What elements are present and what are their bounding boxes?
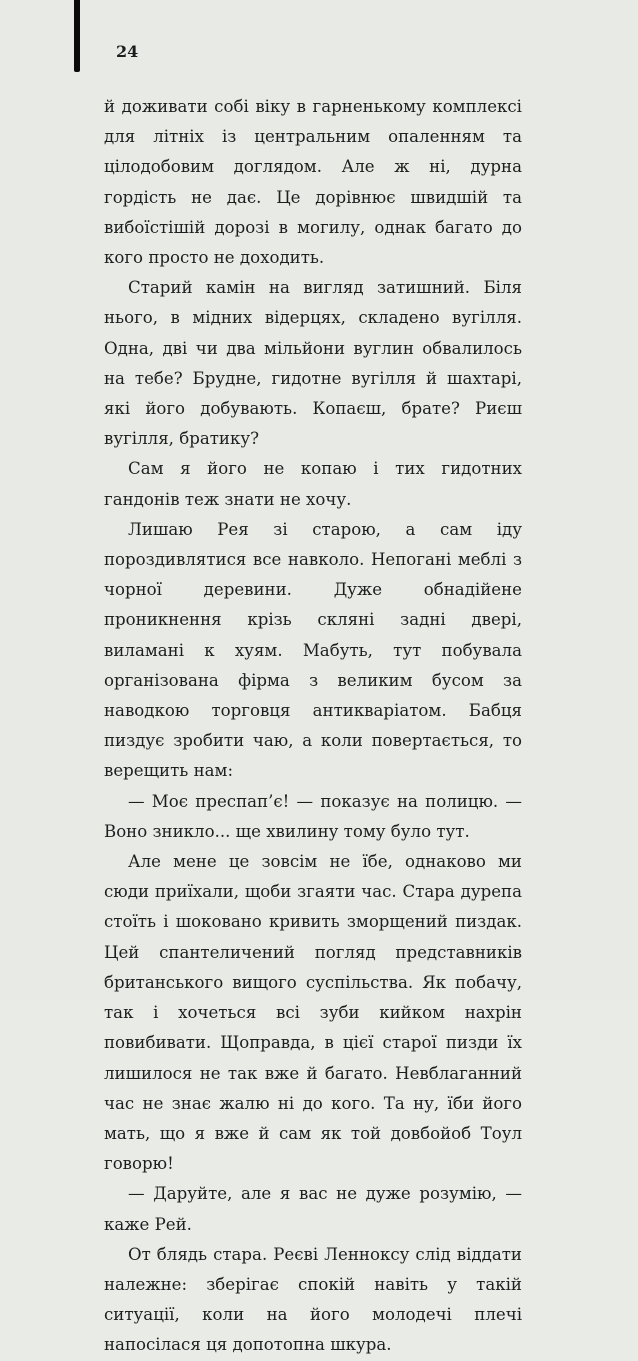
page-number: 24 (116, 42, 139, 61)
paragraph-4: Лишаю Рея зі старою, а сам іду пороздивлятися все навколо. Непогані меблі з чорної деревини. Дуже обнадійене проникнення крізь скляні задні двері, виламані к хуям. Мабуть, тут побувала організована фірма з великим бусом за наводкою торговця антикваріатом. Бабця пиздує зробити чаю, а коли повертається, то верещить нам: (104, 519, 522, 781)
paragraph-2: Старий камін на вигляд затишний. Біля нього, в мідних відерцях, складено вугілля. Одна, дві чи два мільйони вуглин обвалилось на тебе? Брудне, гидотне вугілля й шахтарі, які його добувають. Копаєш, брате? Риєш вугілля, братику? (104, 278, 522, 449)
paragraph-6: Але мене це зовсім не їбе, однаково ми сюди приїхали, щоби згаяти час. Стара дурепа стоїть і шоковано кривить зморщений пиздак. Цей спантеличений погляд представників британського вищого суспільства. Як побачу, так і хочеться всі зуби кийком нахрін повибивати. Щоправда, в цієї старої пизди їх лишилося не так вже й багато. Невблаганний час не знає жалю ні до кого. Та ну, їби його мать, що я вже й сам як той довбойоб Тоул говорю! (104, 852, 522, 1174)
paragraph-8: От блядь стара. Реєві Ленноксу слід віддати належне: зберігає спокій навіть у такій ситуації, коли на його молодечі плечі напосілася ця допотопна шкура. (104, 1244, 522, 1355)
paragraph-5-dialogue: — Моє преспап’є! — показує на полицю. — Воно зникло... ще хвилину тому було тут. (104, 791, 522, 841)
paragraph-3: Сам я його не копаю і тих гидотних гандонів теж знати не хочу. (104, 459, 522, 509)
binding-edge (74, 0, 80, 72)
paragraph-1: й доживати собі віку в гарненькому комплексі для літніх із центральним опаленням та цілодобовим доглядом. Але ж ні, дурна гордість не дає. Це дорівнює швидшій та вибоїстішій дорозі в могилу, однак багато до кого просто не доходить. (104, 97, 522, 268)
paragraph-7-dialogue: — Даруйте, але я вас не дуже розумію, — каже Рей. (104, 1184, 522, 1234)
text-body (104, 92, 522, 1361)
